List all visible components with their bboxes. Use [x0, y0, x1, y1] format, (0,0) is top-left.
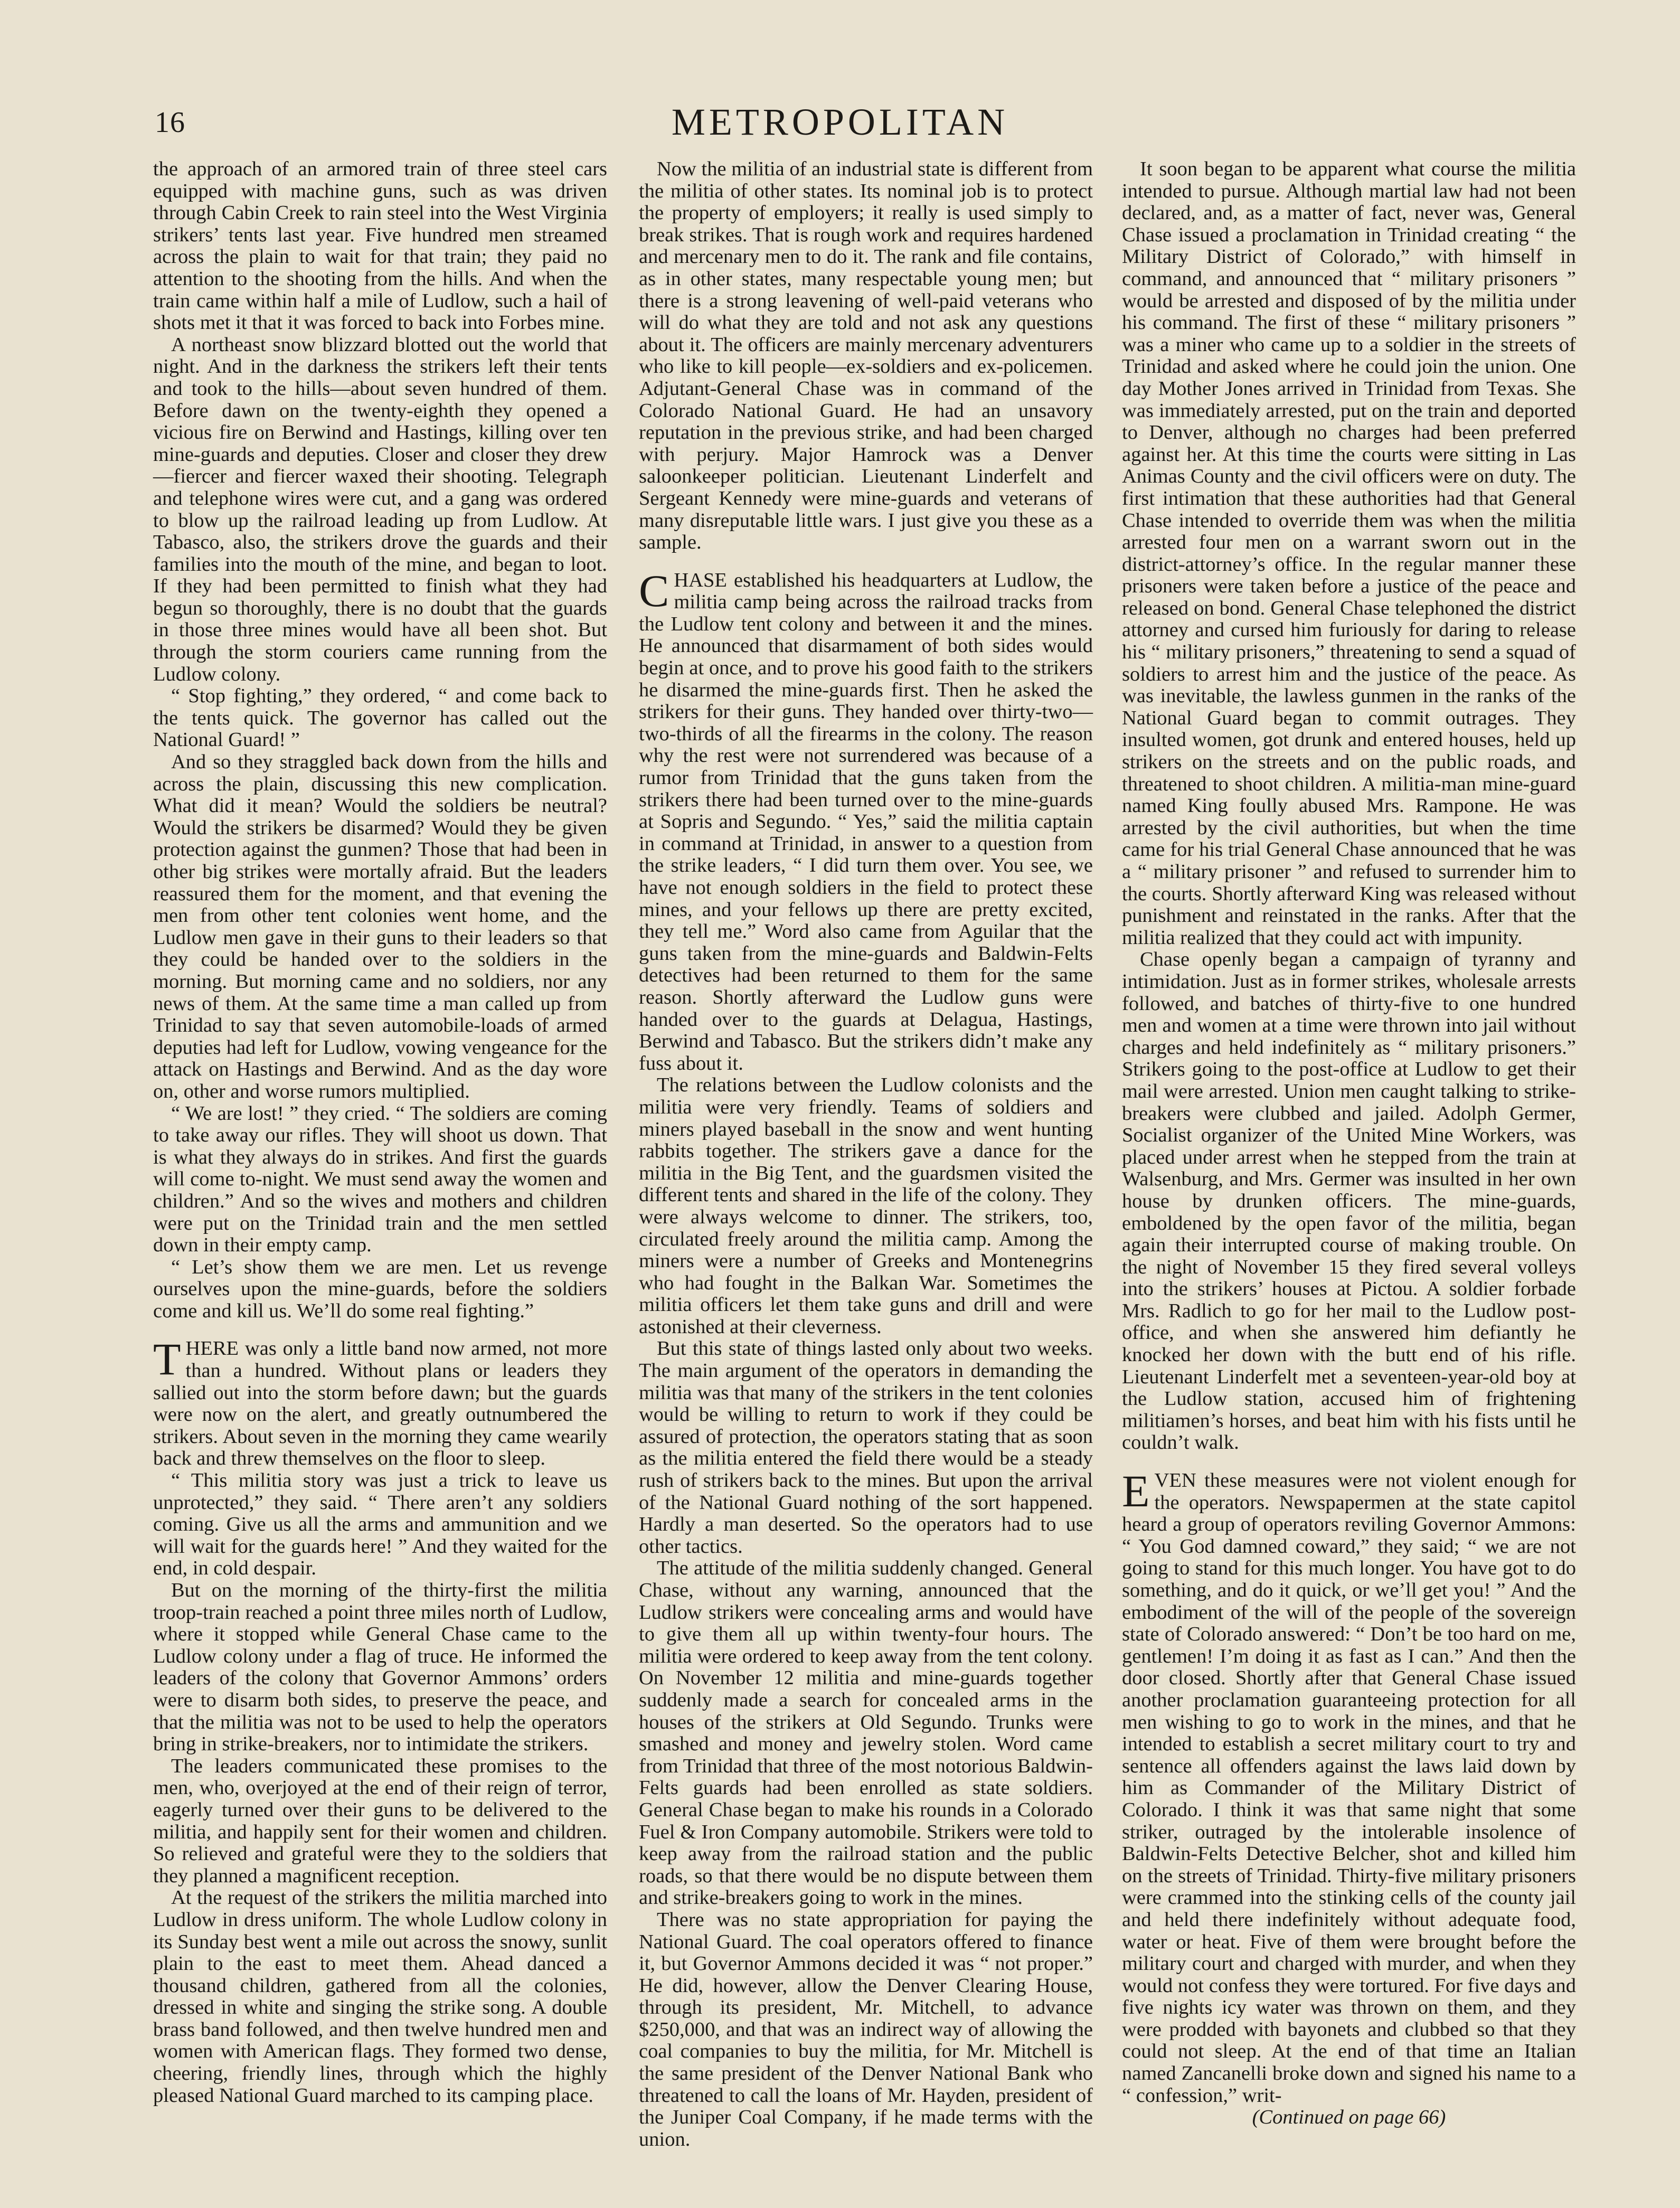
drop-cap: T: [153, 1334, 182, 1385]
lead-in: VEN: [1154, 1469, 1196, 1492]
paragraph-text: established his headquarters at Ludlow, the militia camp being across the railroad tracks from the Ludlow tent colony and between it and the mines. He announced that disarmament of both sides would begin at once, and to prove his good faith to the strikers he disarmed the mine-guards first. Then he asked the strikers for their guns. They handed over thirty-two—two-thirds of all the firearms in the colony. The reason why the rest were not surrendered was because of a rumor from Trinidad that the guns taken from the strikers there had been turned over to the mine-guards at Sopris and Segundo. “ Yes,” said the militia captain in command at Trinidad, in answer to a question from the strike leaders, “ I did turn them over. You see, we have not enough soldiers in the field to protect these mines, and your fellows up there are pretty excited, they tell me.” Word also came from Aguilar that the guns taken from the mine-guards and Baldwin-Felts detectives had been returned to them for the same reason. Shortly afterward the Ludlow guns were handed over to the guards at Delagua, Hastings, Berwind and Tabasco. But the strikers didn’t make any fuss about it.: [639, 569, 1093, 1074]
continued-note: (Continued on page 66): [1252, 2106, 1446, 2129]
paragraph: The relations between the Ludlow colonists and the militia were very friendly. Teams of soldiers and miners played baseball in the snow and went hunting rabbits together. The strikers gave a dance for the militia in the Big Tent, and the guardsmen visited the different tents and shared in the life of the colony. They were always welcome to dinner. The strikers, too, circulated freely around the militia camp. Among the miners were a number of Greeks and Montenegrins who had fought in the Balkan War. Sometimes the militia officers let them take guns and drill and were astonished at their cleverness.: [639, 1074, 1093, 1338]
article-column-3: [1122, 158, 1576, 2129]
drop-cap: E: [1122, 1466, 1150, 1517]
paragraph: Now the militia of an industrial state is different from the militia of other states. Its nominal job is to protect the property of employers; it really is used simply to break strikes. That is rough work and requires hardened and mercenary men to do it. The rank and file contains, as in other states, many respectable young men; but there is a strong leavening of well-paid veterans who will do what they are told and not ask any questions about it. The officers are mainly mercenary adventurers who like to kill people—ex-soldiers and ex-policemen. Adjutant-General Chase was in command of the Colorado National Guard. He had an unsavory reputation in the previous strike, and had been charged with perjury. Major Hamrock was a Denver saloonkeeper politician. Lieutenant Linderfelt and Sergeant Kennedy were mine-guards and veterans of many disreputable little wars. I just give you these as a sample.: [639, 158, 1093, 554]
paragraph: “ Let’s show them we are men. Let us revenge ourselves upon the mine-guards, before the soldiers come and kill us. We’ll do some real fighting.”: [153, 1256, 607, 1322]
paragraph: There was no state appropriation for paying the National Guard. The coal operators offered to finance it, but Governor Ammons decided it was “ not proper.” He did, however, allow the Denver Clearing House, through its president, Mr. Mitchell, to advance $250,000, and that was an indirect way of allowing the coal companies to buy the militia, for Mr. Mitchell is the same president of the Denver National Bank who threatened to call the loans of Mr. Hayden, president of the Juniper Coal Company, if he made terms with the union.: [639, 1908, 1093, 2150]
paragraph: the approach of an armored train of three steel cars equipped with machine guns, such as was driven through Cabin Creek to rain steel into the West Virginia strikers’ tents last year. Five hundred men streamed across the plain to wait for that train; they paid no attention to the shooting from the hills. And when the train came within half a mile of Ludlow, such a hail of shots met it that it was forced to back into Forbes mine.: [153, 158, 607, 334]
paragraph: The attitude of the militia suddenly changed. General Chase, without any warning, announced that the Ludlow strikers were concealing arms and would have to give them all up within twenty-four hours. The militia were ordered to keep away from the tent colony. On November 12 militia and mine-guards together suddenly made a search for concealed arms in the houses of the strikers at Old Segundo. Trunks were smashed and money and jewelry stolen. Word came from Trinidad that three of the most notorious Baldwin-Felts guards had been enrolled as state soldiers. General Chase began to make his rounds in a Colorado Fuel & Iron Company automobile. Strikers were told to keep away from the railroad station and the public roads, so that there would be no dispute between them and strike-breakers going to work in the mines.: [639, 1557, 1093, 1909]
paragraph-text: these measures were not violent enough for the operators. Newspapermen at the state capitol heard a group of operators reviling Governor Ammons: “ You God damned coward,” they said; “ we are not going to stand for this much longer. You have got to do something, and do it quick, or we’ll get you! ” And the embodiment of the will of the people of the sovereign state of Colorado answered: “ Don’t be too hard on me, gentlemen! I’m doing it as fast as I can.” And then the door closed. Shortly after that General Chase issued another proclamation guaranteeing protection for all men wishing to go to work in the mines, and that he intended to establish a secret military court to try and sentence all offenders against the laws laid down by him as Commander of the Military District of Colorado. I think it was that same night that some striker, outraged by the intolerable insolence of Baldwin-Felts Detective Belcher, shot and killed him on the streets of Trinidad. Thirty-five military prisoners were crammed into the stinking cells of the county jail and held there indefinitely without adequate food, water or heat. Five of them were brought before the military court and charged with murder, and when they would not confess they were tortured. For five days and five nights icy water was thrown on them, and they were prodded with bayonets and clubbed so that they could not sleep. At the end of that time an Italian named Zancanelli broke down and signed his name to a “ confession,” writ-: [1122, 1469, 1576, 2107]
paragraph: “ We are lost! ” they cried. “ The soldiers are coming to take away our rifles. They will shoot us down. That is what they always do in strikes. And first the guards will come to-night. We must send away the women and children.” And so the wives and mothers and children were put on the Trinidad train and the men settled down in their empty camp.: [153, 1102, 607, 1257]
paragraph: And so they straggled back down from the hills and across the plain, discussing this new complication. What did it mean? Would the soldiers be neutral? Would the strikers be disarmed? Would they be given protection against the gunmen? Those that had been in other big strikes were mortally afraid. But the leaders reassured them for the moment, and that evening the men from other tent colonies went home, and the Ludlow men gave in their guns to their leaders so that they could be handed over to the soldiers in the morning. But morning came and no soldiers, nor any news of them. At the same time a man called up from Trinidad to say that seven automobile-loads of armed deputies had left for Ludlow, vowing vengeance for the attack on Hastings and Berwind. And as the day wore on, other and worse rumors multiplied.: [153, 751, 607, 1102]
paragraph: A northeast snow blizzard blotted out the world that night. And in the darkness the strikers left their tents and took to the hills—about seven hundred of them. Before dawn on the twenty-eighth they opened a vicious fire on Berwind and Hastings, killing over ten mine-guards and deputies. Closer and closer they drew—fiercer and fiercer waxed their shooting. Telegraph and telephone wires were cut, and a gang was ordered to blow up the railroad leading up from Ludlow. At Tabasco, also, the strikers drove the guards and their families into the mouth of the mine, and began to loot. If they had been permitted to finish what they had begun so thoroughly, there is no doubt that the guards in those three mines would have all been shot. But through the storm couriers came running from the Ludlow colony.: [153, 333, 607, 685]
section-paragraph: [639, 565, 1093, 1075]
paragraph: But this state of things lasted only about two weeks. The main argument of the operators in demanding the militia was that many of the strikers in the tent colonies would be willing to return to work if they could be assured of protection, the operators stating that as soon as the militia entered the field there would be a steady rush of strikers back to the mines. But upon the arrival of the National Guard nothing of the sort happened. Hardly a man deserted. So the operators had to use other tactics.: [639, 1337, 1093, 1558]
section-paragraph: [1122, 1466, 1576, 2107]
paragraph: It soon began to be apparent what course the militia intended to pursue. Although martial law had not been declared, and, as a matter of fact, never was, General Chase issued a proclamation in Trinidad creating “ the Military District of Colorado,” with himself in command, and announced that “ military prisoners ” would be arrested and disposed of by the militia under his command. The first of these “ military prisoners ” was a miner who came up to a soldier in the streets of Trinidad and asked where he could join the union. One day Mother Jones arrived in Trinidad from Texas. She was immediately arrested, put on the train and deported to Denver, although no charges had been preferred against her. At this time the courts were sitting in Las Animas County and the civil officers were on duty. The first intimation that these authorities had that General Chase intended to override them was when the militia arrested four men on a warrant sworn out in the district-attorney’s office. In the regular manner these prisoners were taken before a justice of the peace and released on bond. General Chase telephoned the district attorney and cursed him furiously for daring to release his “ military prisoners,” threatening to send a squad of soldiers to arrest him and the justice of the peace. As was inevitable, the lawless gunmen in the ranks of the National Guard began to commit outrages. They insulted women, got drunk and entered houses, held up strikers on the streets and on the public roads, and threatened to shoot children. A militia-man mine-guard named King foully abused Mrs. Rampone. He was arrested by the civil authorities, but when the time came for his trial General Chase announced that he was a “ military prisoner ” and refused to surrender him to the courts. Shortly afterward King was released without punishment and reinstated in the ranks. After that the militia realized that they could act with impunity.: [1122, 158, 1576, 949]
masthead: METROPOLITAN: [671, 101, 1009, 143]
paragraph: But on the morning of the thirty-first the militia troop-train reached a point three miles north of Ludlow, where it stopped while General Chase came to the Ludlow colony under a flag of truce. He informed the leaders of the colony that Governor Ammons’ orders were to disarm both sides, to preserve the peace, and that the militia was not to be used to help the operators bring in strike-breakers, nor to intimidate the strikers.: [153, 1579, 607, 1756]
paragraph: Chase openly began a campaign of tyranny and intimidation. Just as in former strikes, wholesale arrests followed, and batches of thirty-five to one hundred men and women at a time were thrown into jail without charges and held indefinitely as “ military prisoners.” Strikers going to the post-office at Ludlow to get their mail were arrested. Union men caught talking to strike-breakers were clubbed and jailed. Adolph Germer, Socialist organizer of the United Mine Workers, was placed under arrest when he stepped from the train at Walsenburg, and Mrs. Germer was insulted in her own house by drunken officers. The mine-guards, emboldened by the open favor of the militia, began again their interrupted course of making trouble. On the night of November 15 they fired several volleys into the strikers’ houses at Pictou. A soldier forbade Mrs. Radlich to go for her mail to the Ludlow post-office, and when she answered him defiantly he knocked her down with the butt end of his rifle. Lieutenant Linderfelt met a seventeen-year-old boy at the Ludlow station, accused him of frightening militiamen’s horses, and beat him with his fists until he couldn’t walk.: [1122, 948, 1576, 1454]
page-number: 16: [155, 106, 185, 139]
paragraph-text: was only a little band now armed, not more than a hundred. Without plans or leaders they sallied out into the storm before dawn; but the guards were now on the alert, and greatly outnumbered the strikers. About seven in the morning they came wearily back and threw themselves on the floor to sleep.: [153, 1337, 607, 1470]
paragraph: At the request of the strikers the militia marched into Ludlow in dress uniform. The whole Ludlow colony in its Sunday best went a mile out across the snowy, sunlit plain to the east to meet them. Ahead danced a thousand children, gathered from all the colonies, dressed in white and singing the strike song. A double brass band followed, and then twelve hundred men and women with American flags. They formed two dense, cheering, friendly lines, through which the highly pleased National Guard marched to its camping place.: [153, 1886, 607, 2107]
lead-in: HASE: [674, 569, 727, 591]
paragraph: The leaders communicated these promises to the men, who, overjoyed at the end of their reign of terror, eagerly turned over their guns to be delivered to the militia, and happily sent for their women and children. So relieved and grateful were they to the soldiers that they planned a magnificent reception.: [153, 1754, 607, 1887]
section-paragraph: [153, 1334, 607, 1470]
paragraph: “ This militia story was just a trick to leave us unprotected,” they said. “ There aren’t any soldiers coming. Give us all the arms and ammunition and we will wait for the guards here! ” And they waited for the end, in cold despair.: [153, 1469, 607, 1580]
article-column-2: [639, 158, 1093, 2150]
drop-cap: C: [639, 565, 670, 616]
article-column-1: [153, 158, 607, 2107]
paragraph: “ Stop fighting,” they ordered, “ and come back to the tents quick. The governor has called out the National Guard! ”: [153, 685, 607, 751]
lead-in: HERE: [185, 1337, 239, 1360]
